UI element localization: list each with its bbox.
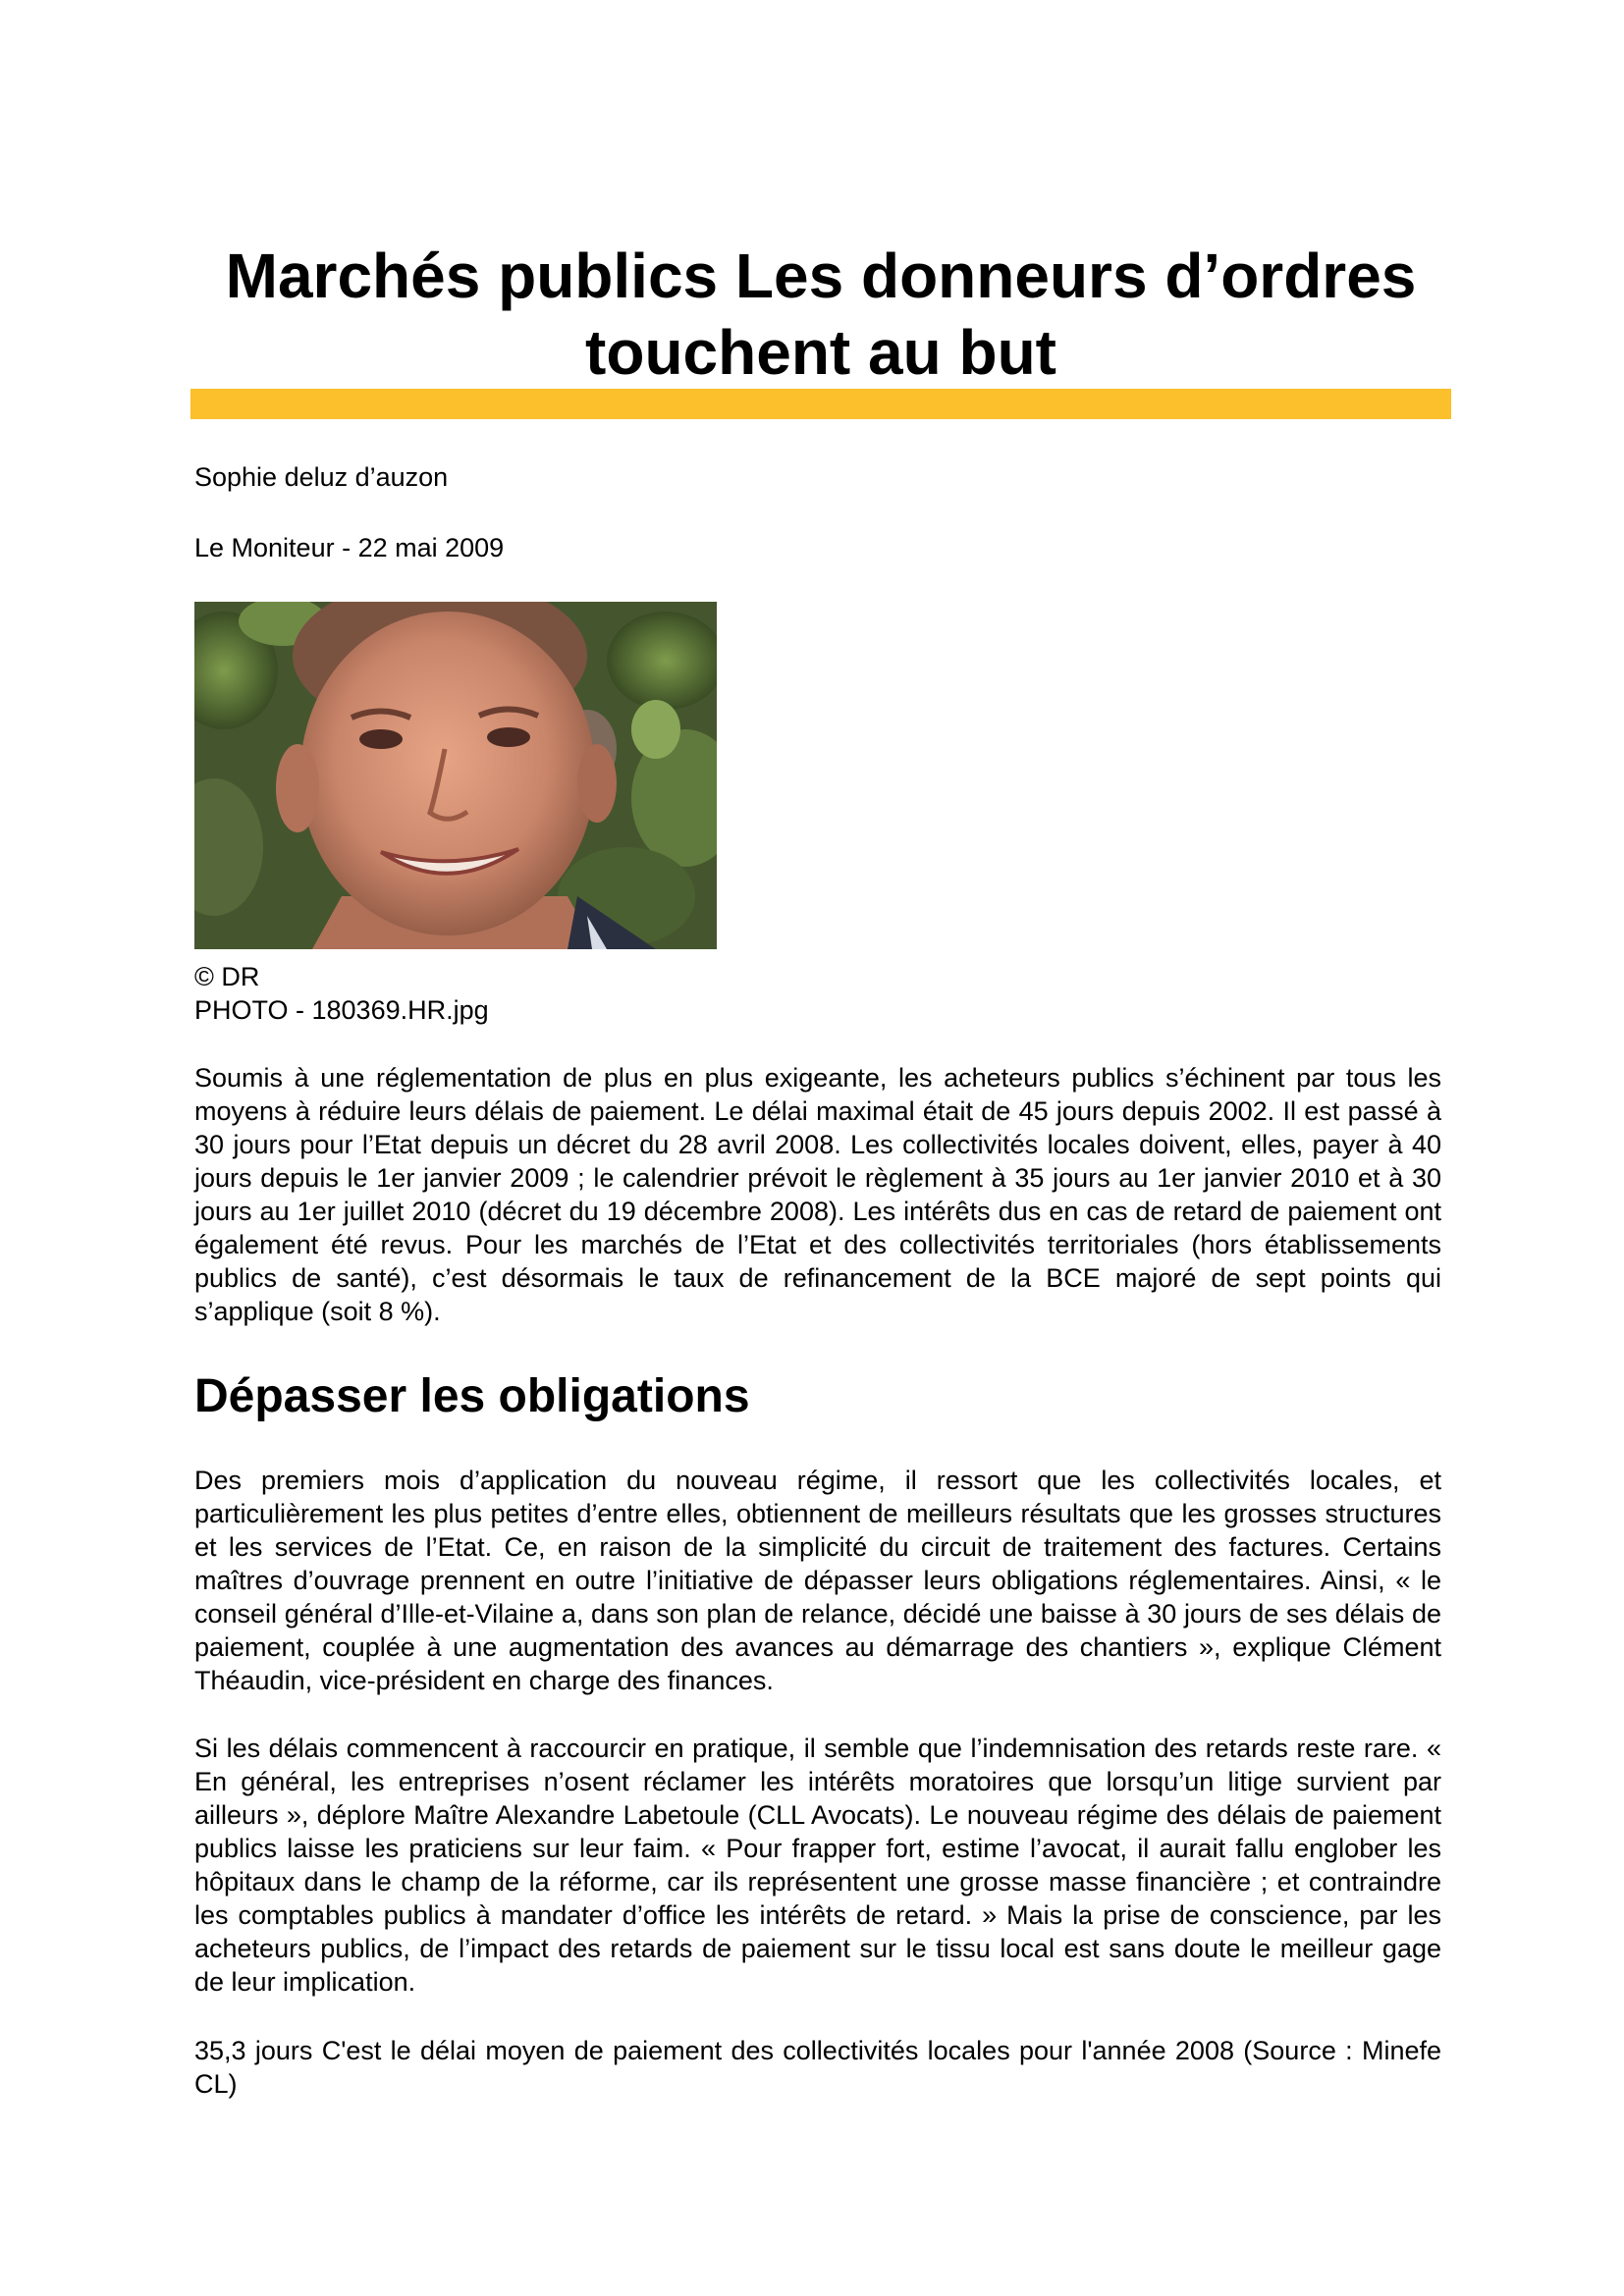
page-title: Marchés publics Les donneurs d’ordres touchent au but (225, 240, 1417, 388)
section-heading: Dépasser les obligations (194, 1370, 750, 1422)
title-underline-bar (190, 389, 1451, 419)
photo-filename: PHOTO - 180369.HR.jpg (194, 995, 489, 1025)
intro-paragraph: Soumis à une réglementation de plus en plus exigeante, les acheteurs publics s’échinent par tous les moyens à réduire leurs délais de paiement. Le délai maximal était de 45 jours depuis 2002. Il est passé à 30 jours pour l’Etat depuis un décret du 28 avril 2008. Les collectivités locales doivent, elles, payer à 40 jours depuis le 1er janvier 2009 ; le calendrier prévoit le règlement à 35 jours au 1er janvier 2010 et à 30 jours au 1er juillet 2010 (décret du 19 décembre 2008). Les intérêts dus en cas de retard de paiement ont également été revus. Pour les marchés de l’Etat et des collectivités territoriales (hors établissements publics de santé), c’est désormais le taux de refinancement de la BCE majoré de sept points qui s’applique (soit 8 %). (194, 1063, 1441, 1326)
closing-note: 35,3 jours C'est le délai moyen de paiement des collectivités locales pour l'année 2008 (Source : Minefe CL) (194, 2036, 1441, 2099)
portrait-photo (194, 602, 717, 949)
body-paragraph-2: Si les délais commencent à raccourcir en pratique, il semble que l’indemnisation des retards reste rare. « En général, les entreprises n’osent réclamer les intérêts moratoires que lorsqu’un litige survient par ailleurs », déplore Maître Alexandre Labetoule (CLL Avocats). Le nouveau régime des délais de paiement publics laisse les praticiens sur leur faim. « Pour frapper fort, estime l’avocat, il aurait fallu englober les hôpitaux dans le champ de la réforme, car ils représentent une grosse masse financière ; et contraindre les comptables publics à mandater d’office les intérêts de retard. » Mais la prise de conscience, par les acheteurs publics, de l’impact des retards de paiement sur le tissu local est sans doute le meilleur gage de leur implication. (194, 1734, 1441, 1997)
photo-credit: © DR (194, 962, 260, 991)
publication-source-date: Le Moniteur - 22 mai 2009 (194, 533, 505, 562)
author-name: Sophie deluz d’auzon (194, 462, 449, 492)
body-paragraph-1: Des premiers mois d’application du nouveau régime, il ressort que les collectivités locales, et particulièrement les plus petites d’entre elles, obtiennent de meilleurs résultats que les grosses structures et les services de l’Etat. Ce, en raison de la simplicité du circuit de traitement des factures. Certains maîtres d’ouvrage prennent en outre l’initiative de dépasser leurs obligations réglementaires. Ainsi, « le conseil général d’Ille-et-Vilaine a, dans son plan de relance, décidé une baisse à 30 jours de ses délais de paiement, couplée à une augmentation des avances au démarrage des chantiers », explique Clément Théaudin, vice-président en charge des finances. (194, 1466, 1441, 1695)
photo-caption (194, 960, 489, 1027)
